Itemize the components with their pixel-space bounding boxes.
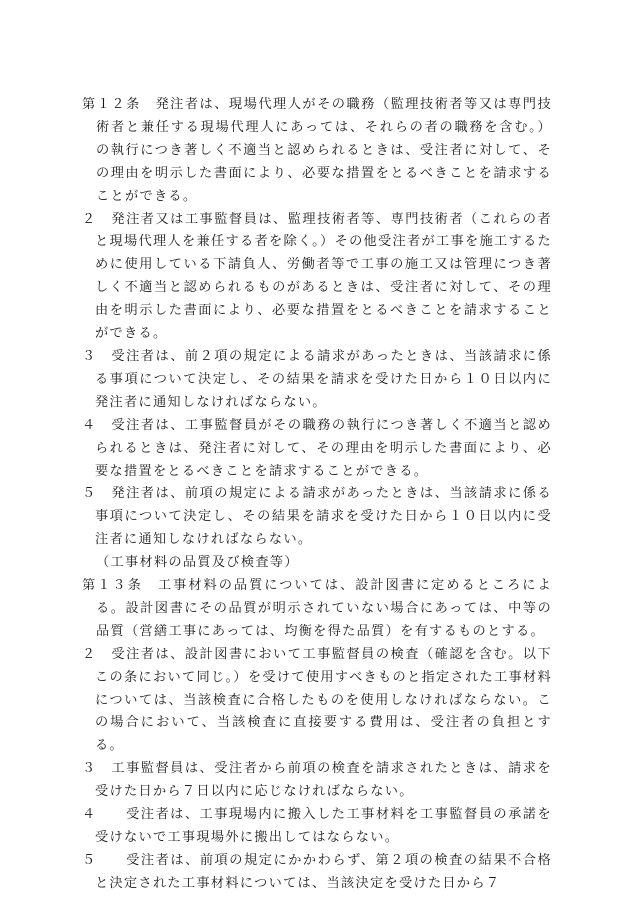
article-12-item-2: ２ 発注者又は工事監督員は、監理技術者等、専門技術者（これらの者と現場代理人を兼任する者を除く。）その他受注者が工事を施工するために使用している下請負人、労働者等で工事の施工又は管理につき著しく不適当と認められるものがあるときは、受注者に対して、その理由を明示した書面により、必要な措置をとるべきことを請求することができる。 xyxy=(82,211,552,342)
article-13-item-2: ２ 受注者は、設計図書において工事監督員の検査（確認を含む。以下この条において同じ。）を受けて使用すべきものと指定された工事材料については、当該検査に合格したものを使用しなければならない。この場合において、当該検査に直接要する費用は、受注者の負担とする。 xyxy=(82,646,552,754)
article-12-item-3: ３ 受注者は、前２項の規定による請求があったときは、当該請求に係る事項について決定し、その結果を請求を受けた日から１０日以内に発注者に通知しなければならない。 xyxy=(82,348,552,410)
article-13-item-4: ４ 受注者は、工事現場内に搬入した工事材料を工事監督員の承諾を受けないで工事現場外に搬出してはならない。 xyxy=(82,807,552,845)
article-12-item-5: ５ 発注者は、前項の規定による請求があったときは、当該請求に係る事項について決定し、その結果を請求を受けた日から１０日以内に受注者に通知しなければならない。 xyxy=(82,486,552,548)
document-body xyxy=(82,94,552,896)
article-12: 第１２条 発注者は、現場代理人がその職務（監理技術者等又は専門技術者と兼任する現場代理人にあっては、それらの者の職務を含む。）の執行につき著しく不適当と認められるときは、受注者に対して、その理由を明示した書面により、必要な措置をとるべきことを請求することができる。 xyxy=(82,97,552,204)
article-13-item-5: ５ 受注者は、前項の規定にかかわらず、第２項の検査の結果不合格と決定された工事材料については、当該決定を受けた日から７ xyxy=(82,852,552,891)
article-13: 第１３条 工事材料の品質については、設計図書に定めるところによる。設計図書にその品質が明示されていない場合にあっては、中等の品質（営繕工事にあっては、均衡を得た品質）を有するものとする。 xyxy=(82,578,552,639)
article-13-item-3: ３ 工事監督員は、受注者から前項の検査を請求されたときは、請求を受けた日から７日以内に応じなければならない。 xyxy=(82,761,552,800)
article-12-item-4: ４ 受注者は、工事監督員がその職務の執行につき著しく不適当と認められるときは、発注者に対して、その理由を明示した書面により、必要な措置をとるべきことを請求することができる。 xyxy=(82,417,552,479)
section-heading: （工事材料の品質及び検査等） xyxy=(96,555,299,571)
